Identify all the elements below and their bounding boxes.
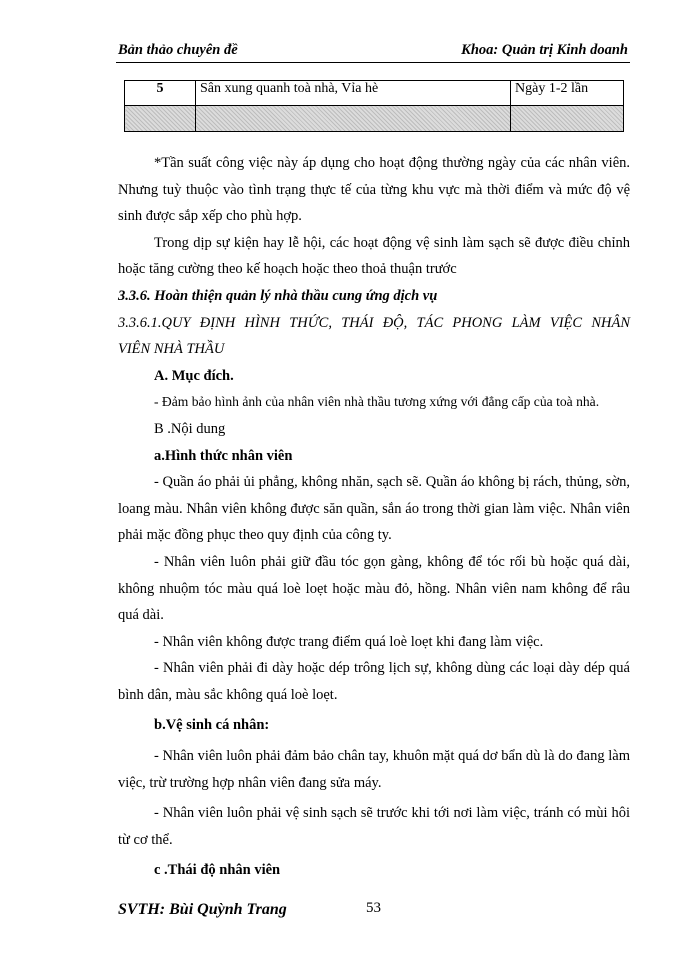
section-a-purpose: A. Mục đích. — [154, 367, 234, 384]
heading-3-3-6-1-line2: VIÊN NHÀ THẦU — [118, 341, 225, 358]
heading-3-3-6-1-line1: 3.3.6.1.QUY ĐỊNH HÌNH THỨC, THÁI ĐỘ, TÁC PHONG LÀM VIỆC NHÂN — [118, 314, 630, 331]
header-doc-title: Bản thảo chuyên đề — [118, 42, 238, 58]
page-number: 53 — [366, 900, 381, 916]
section-b-b-hygiene: b.Vệ sinh cá nhân: — [154, 717, 270, 734]
section-b-content: B .Nội dung — [154, 420, 226, 437]
row-area: Sân xung quanh toà nhà, Vỉa hè — [196, 81, 511, 106]
section-b-c-attitude: c .Thái độ nhân viên — [154, 862, 281, 879]
section-b-a-appearance: a.Hình thức nhân viên — [154, 447, 293, 464]
paragraph-events: Trong dịp sự kiện hay lễ hội, các hoạt động vệ sinh làm sạch sẽ được điều chỉnh hoặc tăng cường theo kế hoạch hoặc theo thoả thuận trước — [118, 234, 630, 278]
footer-author: SVTH: Bùi Quỳnh Trang — [118, 901, 287, 918]
paragraph-shoes: - Nhân viên phải đi dày hoặc dép trông lịch sự, không dùng các loại dày dép quá bình dân, màu sắc không quá loè loẹt. — [118, 660, 630, 703]
paragraph-hair: - Nhân viên luôn phải giữ đầu tóc gọn gàng, không để tóc rối bù hoặc quá dài, không nhuộm tóc màu quá loè loẹt hoặc màu đỏ, hồng. Nhân viên nam không để râu quá dài. — [118, 553, 630, 624]
paragraph-hygiene-1: - Nhân viên luôn phải đảm bảo chân tay, khuôn mặt quá dơ bẩn dù là do đang làm việc, trừ trường hợp nhân viên đang sửa máy. — [118, 748, 630, 791]
paragraph-hygiene-2: - Nhân viên luôn phải vệ sinh sạch sẽ trước khi tới nơi làm việc, tránh có mùi hôi từ cơ thể. — [118, 805, 630, 848]
paragraph-frequency-note: *Tần suất công việc này áp dụng cho hoạt động thường ngày của các nhân viên. Nhưng tuỳ thuộc vào tình trạng thực tế của từng khu vực mà thời điểm và mức độ vệ sinh được sắp xếp cho phù hợp. — [118, 155, 630, 225]
heading-3-3-6: 3.3.6. Hoàn thiện quản lý nhà thầu cung ứng dịch vụ — [118, 287, 438, 304]
row-frequency: Ngày 1-2 lần — [511, 81, 624, 106]
frequency-table — [124, 80, 624, 132]
document-body — [118, 150, 630, 884]
row-number: 5 — [125, 81, 196, 106]
table-row — [125, 81, 624, 106]
header-faculty: Khoa: Quản trị Kinh doanh — [461, 42, 628, 58]
paragraph-makeup: - Nhân viên không được trang điểm quá loè loẹt khi đang làm việc. — [154, 633, 544, 650]
header-divider — [116, 62, 630, 63]
table-row-shaded — [125, 106, 624, 132]
paragraph-clothes: - Quần áo phải ủi phẳng, không nhăn, sạch sẽ. Quần áo không bị rách, thủng, sờn, loang màu. Nhân viên không được săn quần, sắn áo trong thời gian làm việc. Nhân viên phải mặc đồng phục theo quy định của công ty. — [118, 474, 630, 544]
paragraph-purpose: - Đảm bảo hình ảnh của nhân viên nhà thầu tương xứng với đẳng cấp của toà nhà. — [154, 394, 600, 410]
